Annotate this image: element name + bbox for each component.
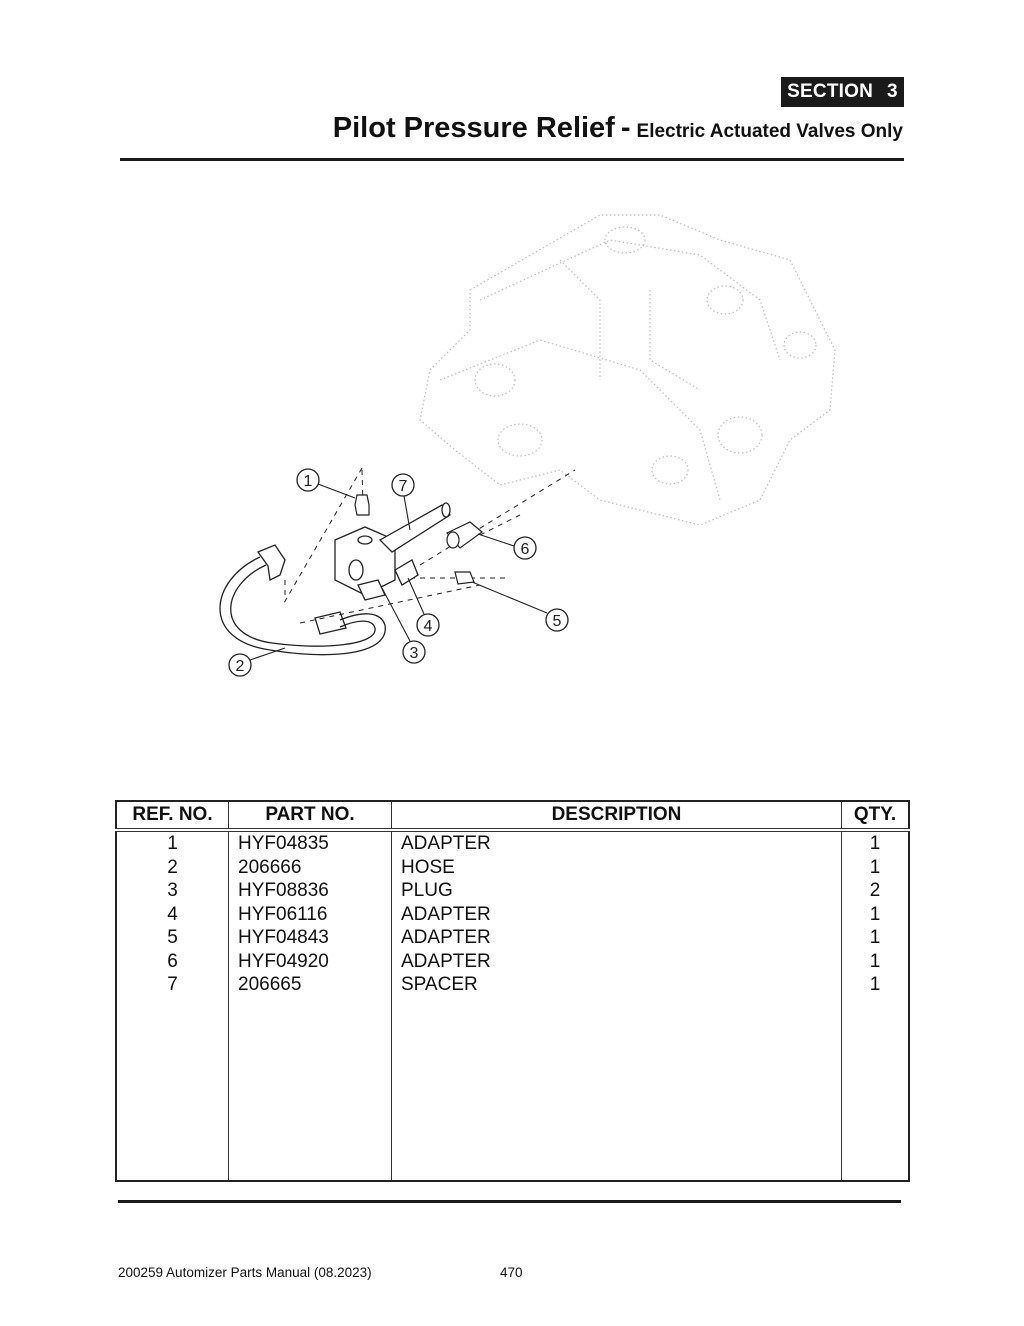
- manifold-block: [335, 503, 450, 600]
- svg-text:4: 4: [423, 618, 433, 635]
- cell-desc: ADAPTER: [392, 903, 842, 927]
- table-row: [116, 830, 909, 856]
- bottom-divider: [118, 1200, 901, 1203]
- footer-manual-title: 200259 Automizer Parts Manual (08.2023): [118, 1265, 372, 1280]
- cell-desc: HOSE: [392, 856, 842, 880]
- cell-ref: 1: [167, 833, 178, 854]
- cell-desc: SPACER: [392, 973, 842, 997]
- table-row: [116, 950, 909, 974]
- page-title: [333, 112, 903, 145]
- table-row: [116, 903, 909, 927]
- cell-desc: ADAPTER: [392, 950, 842, 974]
- cell-part: HYF04843: [229, 926, 392, 950]
- cell-qty: 1: [842, 926, 910, 950]
- svg-text:7: 7: [398, 478, 408, 495]
- cell-part: 206666: [229, 856, 392, 880]
- cell-ref: 3: [167, 880, 178, 901]
- header-part-no: PART NO.: [229, 801, 392, 830]
- cell-desc: ADAPTER: [392, 830, 842, 856]
- table-row: [116, 879, 909, 903]
- cell-qty: 1: [842, 856, 910, 880]
- svg-text:2: 2: [235, 658, 245, 675]
- cell-ref: 6: [167, 950, 178, 972]
- section-badge: [781, 77, 904, 107]
- table-filler-row: [116, 997, 909, 1182]
- cell-desc: PLUG: [392, 879, 842, 903]
- cell-part: HYF04920: [229, 950, 392, 974]
- title-subtitle: Electric Actuated Valves Only: [636, 121, 903, 142]
- table-row: [116, 856, 909, 880]
- cell-qty: 1: [842, 830, 910, 856]
- cell-qty: 1: [842, 973, 910, 997]
- cell-desc: ADAPTER: [392, 926, 842, 950]
- header-ref-no: REF. NO.: [116, 801, 229, 830]
- title-separator: -: [620, 112, 631, 144]
- svg-text:3: 3: [409, 645, 419, 662]
- cell-part: HYF08836: [229, 879, 392, 903]
- cell-ref: 4: [167, 903, 178, 925]
- svg-text:6: 6: [520, 541, 530, 558]
- table-row: [116, 926, 909, 950]
- header-qty: QTY.: [842, 801, 910, 830]
- cell-ref: 7: [167, 974, 178, 995]
- footer-page-number: 470: [500, 1265, 523, 1280]
- title-main: Pilot Pressure Relief: [332, 112, 615, 144]
- section-label: SECTION: [787, 81, 874, 102]
- top-divider: [120, 158, 904, 161]
- cell-ref: 5: [167, 927, 178, 948]
- table-header-row: [116, 801, 909, 830]
- section-number: 3: [887, 81, 898, 102]
- exploded-parts-diagram: [200, 200, 860, 700]
- cell-ref: 2: [167, 856, 178, 878]
- valve-block-ghost: [420, 215, 835, 525]
- parts-table: [115, 800, 910, 1182]
- cell-qty: 2: [842, 879, 910, 903]
- svg-text:5: 5: [552, 613, 562, 630]
- svg-text:1: 1: [303, 473, 313, 490]
- cell-part: 206665: [229, 973, 392, 997]
- table-row: [116, 973, 909, 997]
- cell-qty: 1: [842, 903, 910, 927]
- cell-part: HYF04835: [229, 830, 392, 856]
- cell-qty: 1: [842, 950, 910, 974]
- header-description: DESCRIPTION: [392, 801, 842, 830]
- cell-part: HYF06116: [229, 903, 392, 927]
